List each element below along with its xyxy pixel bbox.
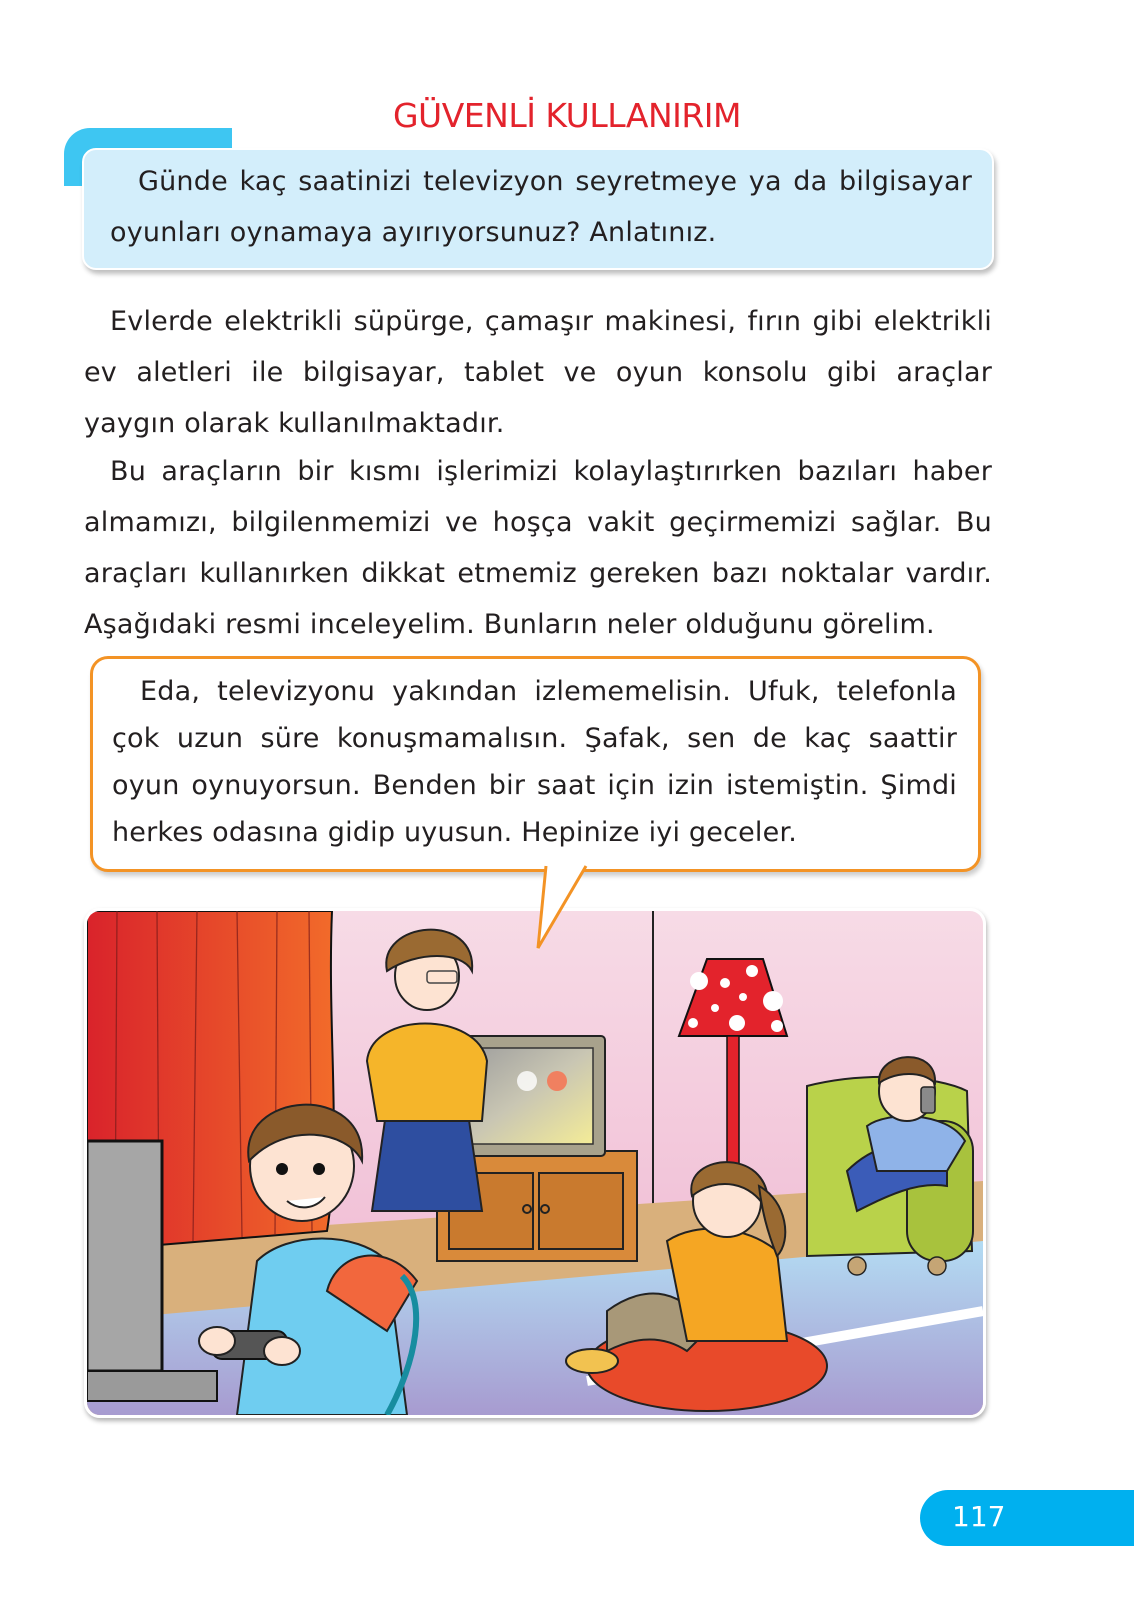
speech-bubble-tail: [530, 860, 610, 956]
paragraph-1: Evlerde elektrikli süpürge, çamaşır makinesi, fırın gibi elektrikli ev aletleri ile bilgisayar, tablet ve oyun konsolu gibi araçlar yaygın olarak kullanılmaktadır.: [84, 306, 992, 439]
computer-monitor: [87, 1141, 162, 1371]
girl-sweater: [667, 1229, 787, 1341]
living-room-illustration: [84, 908, 986, 1418]
paragraph-2: Bu araçların bir kısmı işlerimizi kolaylaştırırken bazıları haber almamızı, bilgilenmemizi ve hoşça vakit geçirmemizi sağlar. Bu araçları kullanırken dikkat etmemiz gereken bazı noktalar vardır. Aşağıdaki resmi inceleyelim. Bunların neler olduğunu görelim.: [84, 456, 992, 640]
mother-sweater: [367, 1024, 487, 1122]
page-title: GÜVENLİ KULLANIRIM: [392, 96, 741, 135]
page-number: 117: [952, 1500, 1006, 1533]
phone: [921, 1087, 935, 1113]
question-text: Günde kaç saatinizi televizyon seyretmeye ya da bilgisayar oyunları oynamaya ayırıyorsunuz? Anlatınız.: [110, 166, 972, 248]
speech-bubble-text: Eda, televizyonu yakından izlememelisin. Ufuk, telefonla çok uzun süre konuşmamalısın. Şafak, sen de kaç saattir oyun oynuyorsun. Benden bir saat için izin istemiştin. Şimdi herkes odasına gidip uyusun. Hepinize iyi geceler.: [112, 676, 957, 848]
page-number-badge: [920, 1490, 1134, 1546]
floor-lamp-pole: [727, 1036, 739, 1176]
